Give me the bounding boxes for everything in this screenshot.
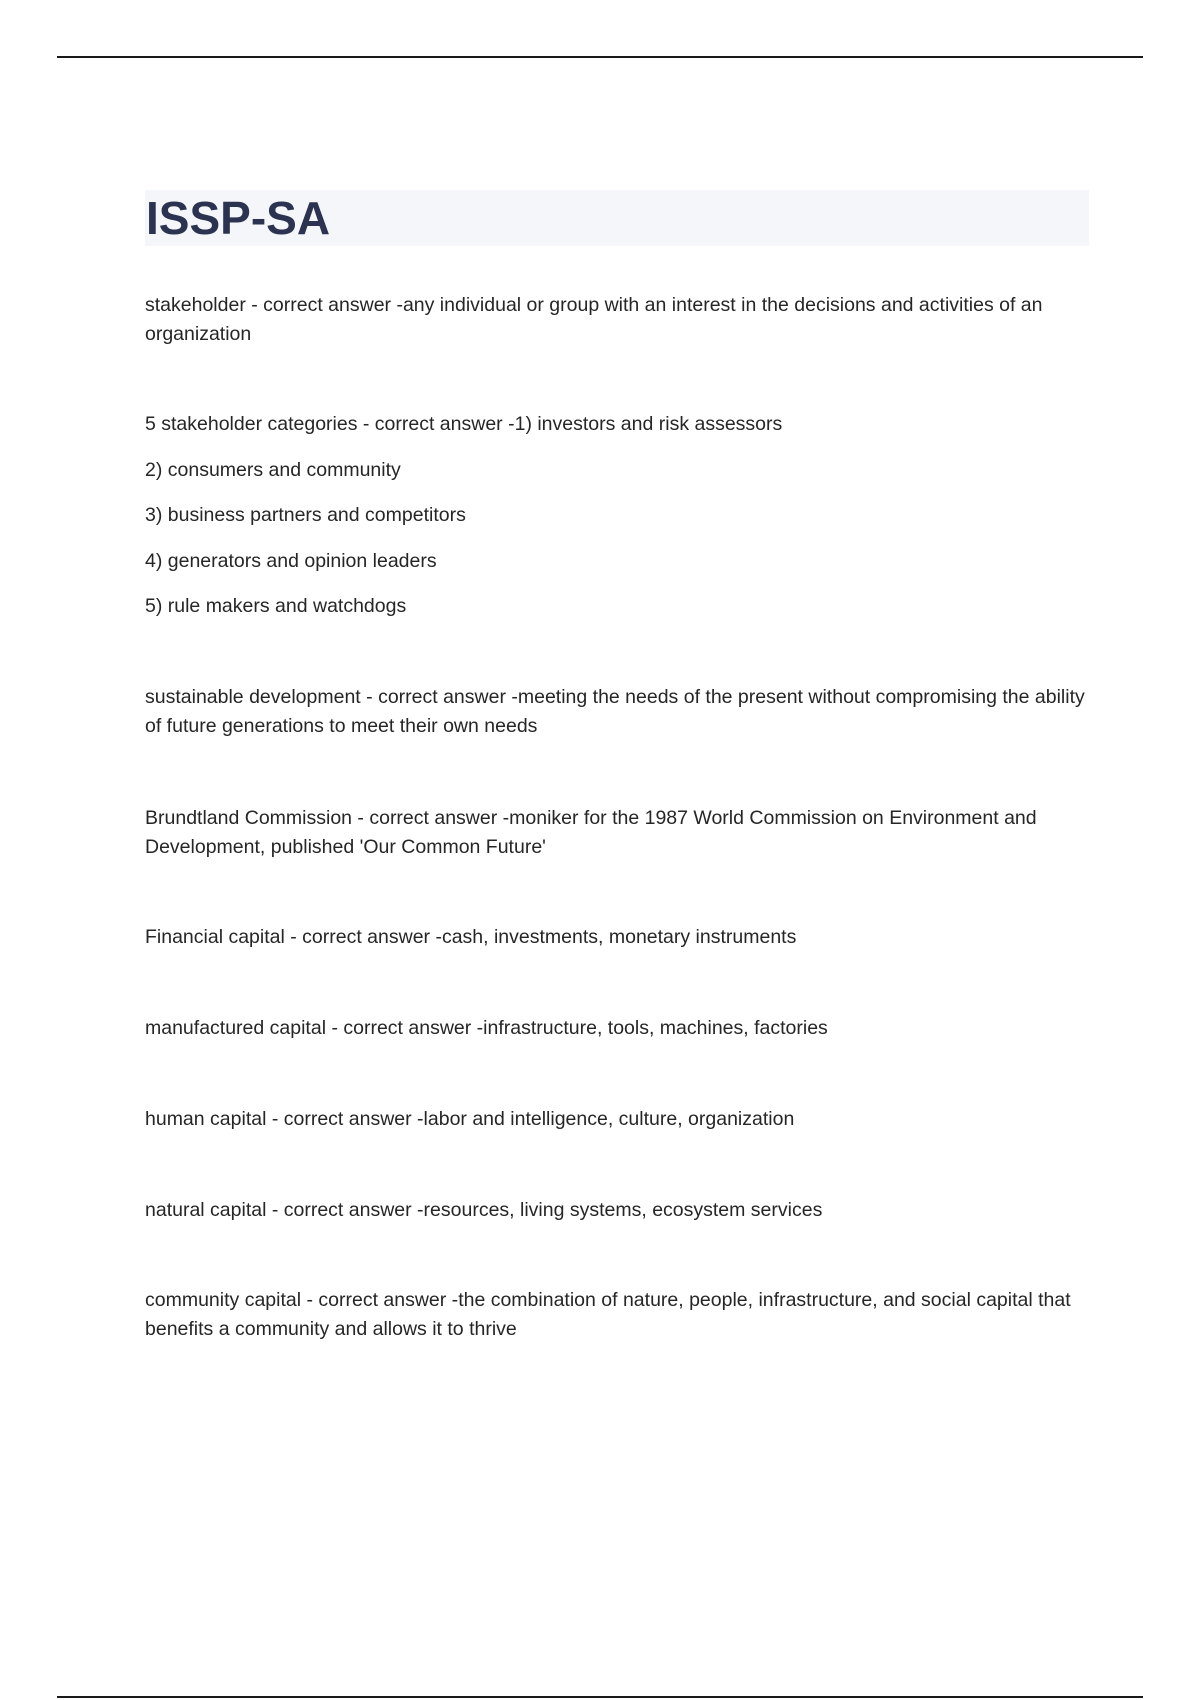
header-rule (57, 56, 1143, 58)
entry-separator: - correct answer - (360, 686, 518, 708)
entry-term: sustainable development (145, 686, 361, 708)
document-title: ISSP-SA (146, 192, 331, 244)
entry-stakeholder-categories (145, 410, 1091, 439)
entry-term: manufactured capital (145, 1017, 327, 1039)
list-item: 2) consumers and community (145, 459, 401, 481)
entry-definition: resources, living systems, ecosystem services (423, 1199, 823, 1221)
list-item: 4) generators and opinion leaders (145, 550, 437, 572)
entry-term: natural capital (145, 1199, 267, 1221)
list-item: 3) business partners and competitors (145, 504, 466, 526)
entry-definition: any individual or group with an interest in the decisions and activities of an organization (145, 294, 1043, 345)
entry-stakeholder (145, 291, 1091, 349)
entry-manufactured-capital (145, 1014, 1091, 1043)
entry-definition: the combination of nature, people, infrastructure, and social capital that benefits a community and allows it to thrive (145, 1289, 1071, 1340)
entry-definition: cash, investments, monetary instruments (441, 926, 797, 948)
entry-term: 5 stakeholder categories (145, 413, 358, 435)
entry-financial-capital (145, 923, 1091, 952)
entry-community-capital (145, 1286, 1091, 1344)
entry-definition: 1) investors and risk assessors (514, 413, 783, 435)
entry-separator: - correct answer - (245, 294, 403, 316)
entry-term: community capital (145, 1289, 302, 1311)
entry-term: human capital (145, 1108, 267, 1130)
entry-term: Brundtland Commission (145, 807, 353, 829)
entry-definition: infrastructure, tools, machines, factories (483, 1017, 828, 1039)
footer-rule (57, 1696, 1143, 1698)
entry-natural-capital (145, 1196, 1091, 1225)
entry-separator: - correct answer - (357, 413, 515, 435)
entry-definition: meeting the needs of the present without compromising the ability of future generations to meet their own needs (145, 686, 1085, 737)
entry-human-capital (145, 1105, 1091, 1134)
title-band (145, 190, 1089, 246)
entry-definition: labor and intelligence, culture, organization (423, 1108, 795, 1130)
entry-term: stakeholder (145, 294, 246, 316)
entry-separator: - correct answer - (352, 807, 510, 829)
entry-separator: - correct answer - (326, 1017, 484, 1039)
list-item: 5) rule makers and watchdogs (145, 595, 407, 617)
entry-brundtland-commission (145, 804, 1091, 862)
entry-separator: - correct answer - (266, 1108, 424, 1130)
entry-term: Financial capital (145, 926, 285, 948)
entry-definition: moniker for the 1987 World Commission on Environment and Development, published 'Our Common Future' (145, 807, 1037, 858)
entry-sustainable-development (145, 683, 1091, 741)
entry-separator: - correct answer - (266, 1199, 424, 1221)
entry-separator: - correct answer - (284, 926, 442, 948)
entry-separator: - correct answer - (301, 1289, 459, 1311)
